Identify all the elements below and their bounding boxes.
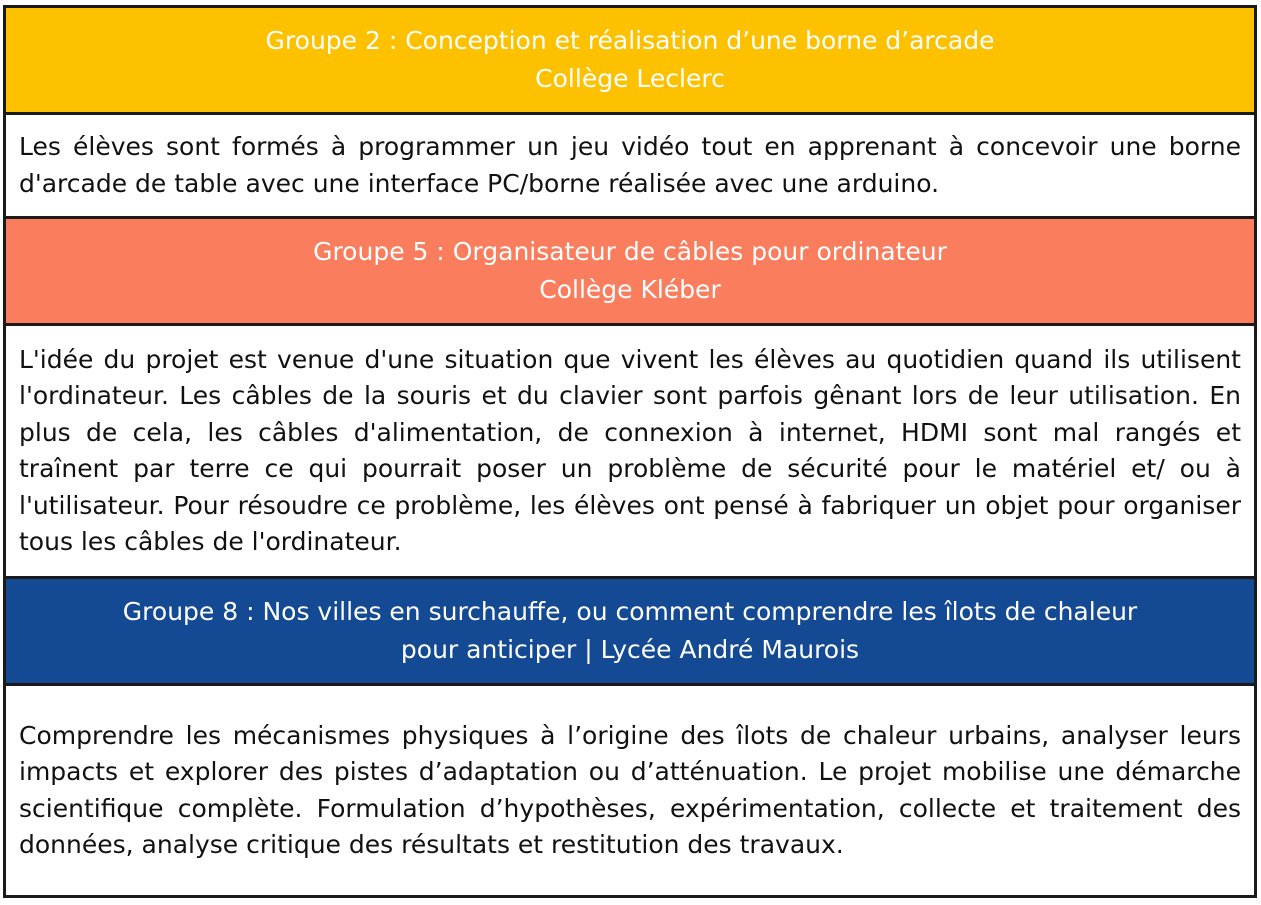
- group-5-school: Collège Kléber: [539, 275, 721, 304]
- group-2-header: [6, 8, 1254, 115]
- group-2-description-cell: [6, 115, 1254, 219]
- group-8-title: Groupe 8 : Nos villes en surchauffe, ou comment comprendre les îlots de chaleur: [122, 597, 1138, 626]
- group-8-header: [6, 579, 1254, 686]
- group-5-header: [6, 219, 1254, 326]
- group-5-title: Groupe 5 : Organisateur de câbles pour ordinateur: [313, 237, 947, 266]
- group-8-school: pour anticiper | Lycée André Maurois: [400, 635, 860, 664]
- group-2-school: Collège Leclerc: [535, 64, 725, 93]
- group-8-description: Comprendre les mécanismes physiques à l’origine des îlots de chaleur urbains, analyser leurs impacts et explorer des pistes d’adaptation ou d’atténuation. Le projet mobilise une démarche scientifique complète. Formulation d’hypothèses, expérimentation, collecte et traitement des données, analyse critique des résultats et restitution des travaux.: [19, 720, 1241, 859]
- group-8-description-cell: [6, 686, 1254, 895]
- group-2-description: Les élèves sont formés à programmer un jeu vidéo tout en apprenant à concevoir une borne d'arcade de table avec une interface PC/borne réalisée avec une arduino.: [19, 132, 1241, 198]
- group-5-description-cell: [6, 326, 1254, 579]
- projects-table: [3, 5, 1257, 898]
- group-2-title: Groupe 2 : Conception et réalisation d’une borne d’arcade: [265, 26, 995, 55]
- group-5-description: L'idée du projet est venue d'une situation que vivent les élèves au quotidien quand ils utilisent l'ordinateur. Les câbles de la souris et du clavier sont parfois gênant lors de leur utilisation. En plus de cela, les câbles d'alimentation, de connexion à internet, HDMI sont mal rangés et traînent par terre ce qui pourrait poser un problème de sécurité pour le matériel et/ ou à l'utilisateur. Pour résoudre ce problème, les élèves ont pensé à fabriquer un objet pour organiser tous les câbles de l'ordinateur.: [19, 344, 1241, 556]
